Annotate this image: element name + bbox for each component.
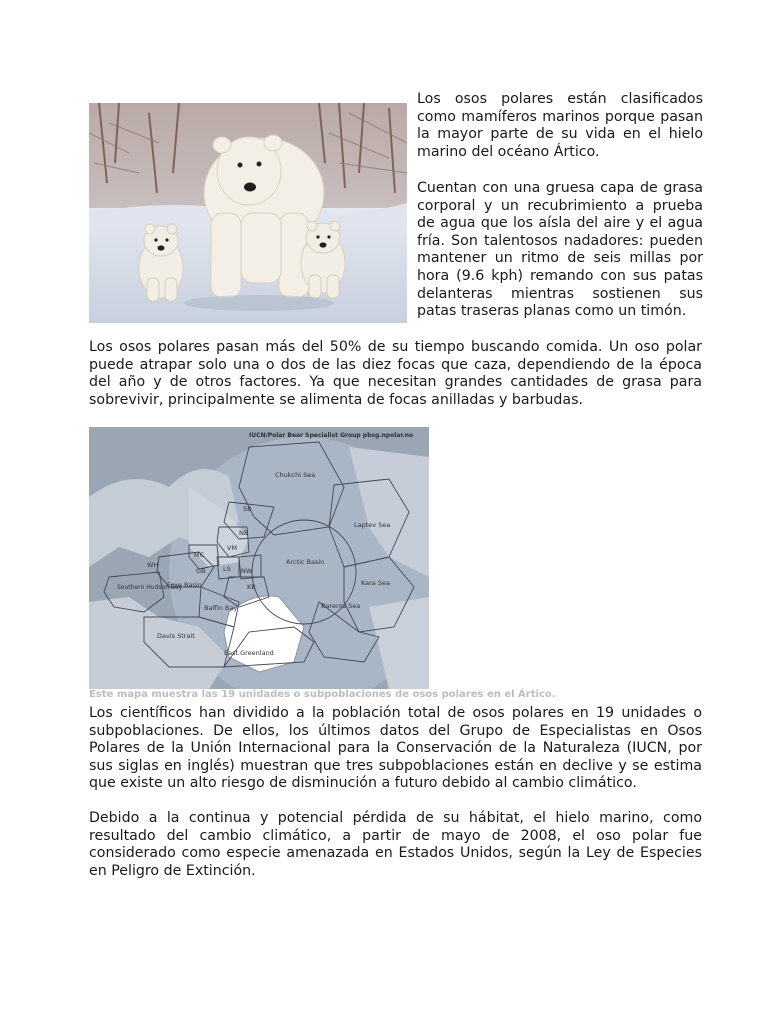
map-label-ls: LS <box>223 565 231 573</box>
subpopulation-map <box>89 427 429 689</box>
map-label-chukchi: Chukchi Sea <box>275 471 316 479</box>
map-caption: Este mapa muestra las 19 unidades o subpoblaciones de osos polares en el Ártico. <box>89 689 556 700</box>
map-label-gb: GB <box>196 567 206 575</box>
body-paragraph-hunting: Los osos polares pasan más del 50% de su tiempo buscando comida. Un oso polar puede atrapar solo una o dos de las diez focas que caza, dependiendo de la época del año y de otros factores. Ya que necesitan grandes cantidades de grasa para sobrevivir, principalmente se alimenta de focas anilladas y barbudas. <box>89 339 702 408</box>
map-label-foxe: Foxe Basin <box>167 581 202 589</box>
map-label-barents: Barents Sea <box>321 602 361 610</box>
map-label-mc: MC <box>194 551 205 559</box>
body-paragraph-threatened: Debido a la continua y potencial pérdida de su hábitat, el hielo marino, como resultado del cambio climático, a partir de mayo de 2008, el oso polar fue considerado como especie amenazada en Estados Unidos, según la Ley de Especies en Peligro de Extinción. <box>89 810 702 879</box>
map-label-wh: WH <box>147 561 159 569</box>
map-credit: IUCN/Polar Bear Specialist Group pbsg.npolar.no <box>249 432 414 439</box>
map-label-arctic-basin: Arctic Basin <box>286 558 325 566</box>
body-paragraph-subpopulations: Los científicos han dividido a la población total de osos polares en 19 unidades o subpoblaciones. De ellos, los últimos datos del Grupo de Especialistas en Osos Polares de la Unión Internacional para la Conservación de la Naturaleza (IUCN, por sus siglas en inglés) muestran que tres subpoblaciones están en declive y se estima que existe un alto riesgo de disminución a futuro debido al cambio climático. <box>89 705 702 792</box>
map-label-davis: Davis Strait <box>157 632 195 640</box>
intro-paragraph-1: Los osos polares están clasificados como mamíferos marinos porque pasan la mayor parte de su vida en el hielo marino del océano Ártico. <box>417 91 703 160</box>
map-label-nw: NW <box>241 567 253 575</box>
map-label-kb: KB <box>247 583 256 591</box>
map-label-kara: Kara Sea <box>361 579 390 587</box>
map-label-vm: VM <box>227 544 238 552</box>
map-label-sb: SB <box>243 505 252 513</box>
map-label-laptev: Laptev Sea <box>354 521 391 529</box>
polar-bear-photo <box>89 103 407 323</box>
map-label-southern-hudson: Southern Hudson Bay <box>117 584 183 591</box>
map-label-baffin: Baffin Bay <box>204 604 238 612</box>
map-label-east-greenland: East Greenland <box>224 649 274 657</box>
intro-paragraph-2: Cuentan con una gruesa capa de grasa corporal y un recubrimiento a prueba de agua que los aísla del aire y el agua fría. Son talentosos nadadores: pueden mantener un ritmo de seis millas por hora (9.6 kph) remando con sus patas delanteras mientras sostienen sus patas traseras planas como un timón. <box>417 180 703 320</box>
map-label-nb: NB <box>239 529 249 537</box>
